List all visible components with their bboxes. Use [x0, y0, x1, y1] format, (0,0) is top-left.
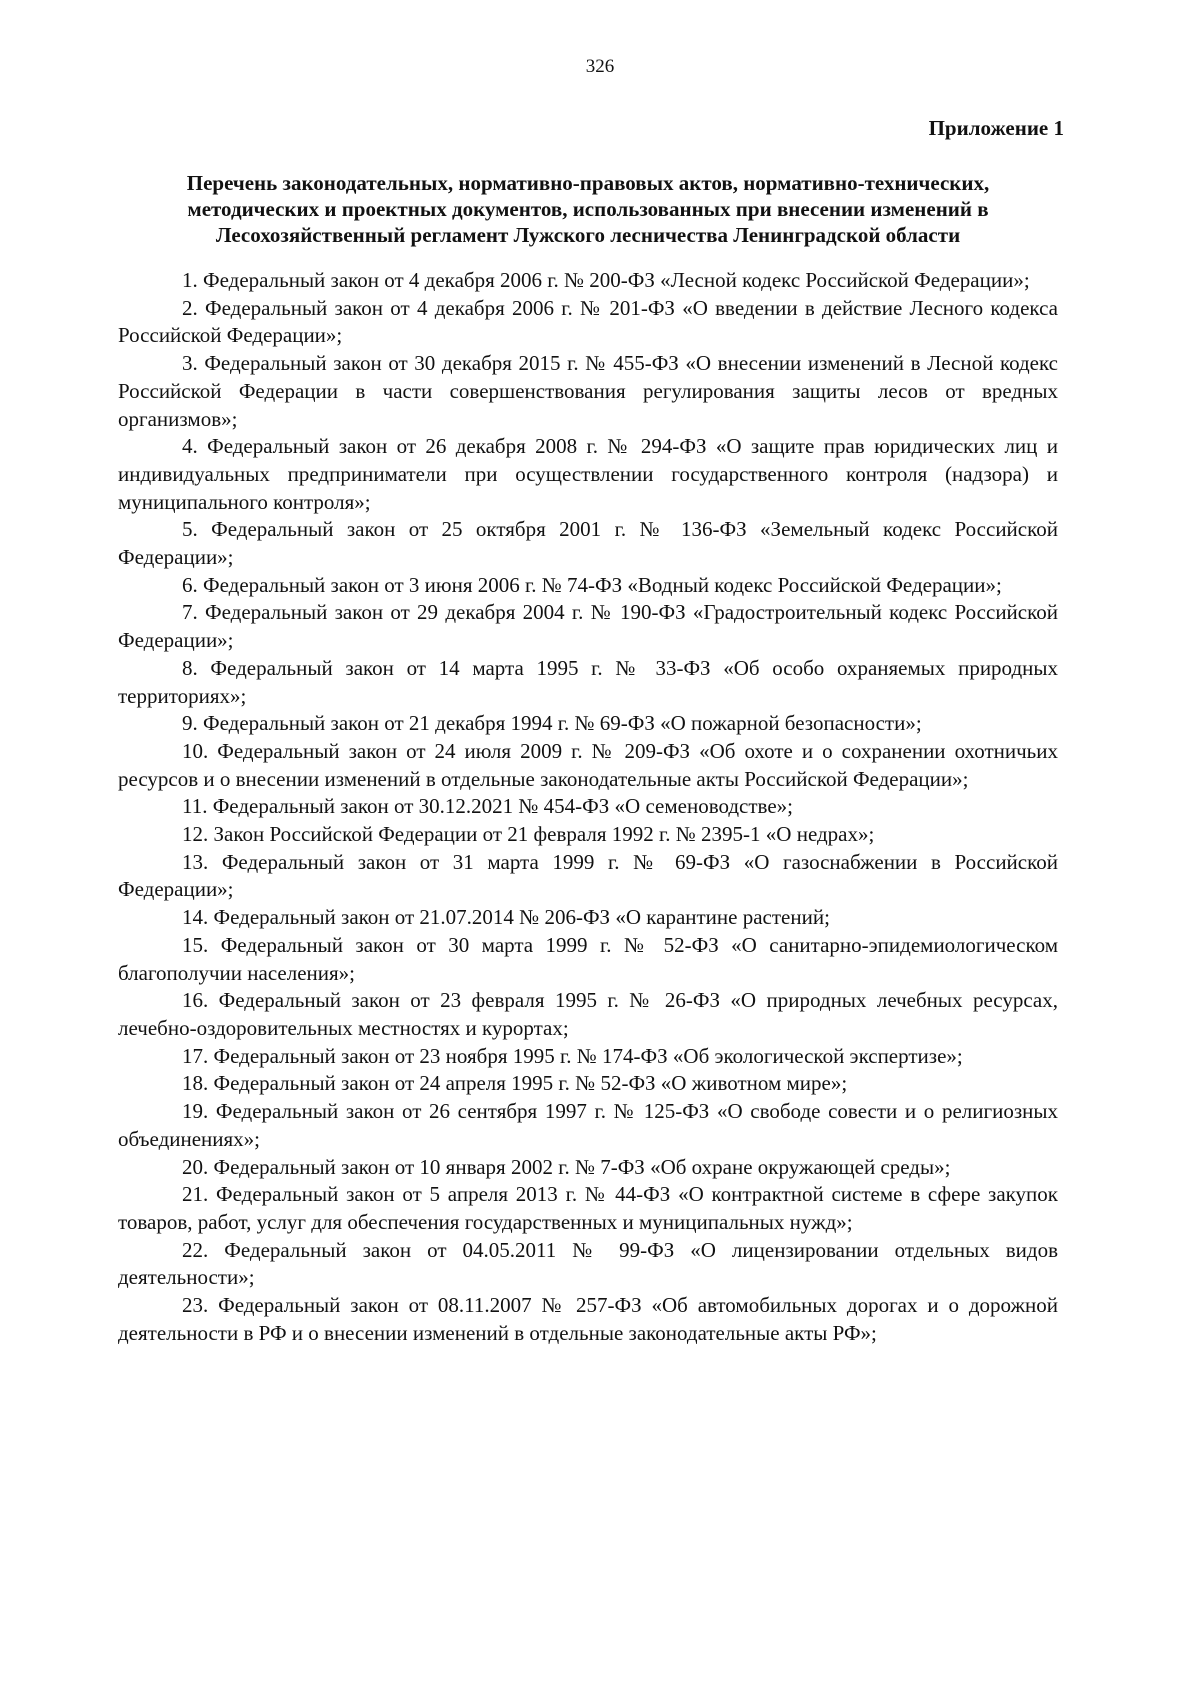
list-item: 22. Федеральный закон от 04.05.2011 № 99-ФЗ «О лицензировании отдельных видов деятельности»; [118, 1237, 1058, 1290]
list-item: 12. Закон Российской Федерации от 21 февраля 1992 г. № 2395-1 «О недрах»; [182, 822, 875, 847]
list-item: 23. Федеральный закон от 08.11.2007 № 257-ФЗ «Об автомобильных дорогах и о дорожной деятельности в РФ и о внесении изменений в отдельные законодательные акты РФ»; [118, 1293, 1058, 1345]
appendix-label: Приложение 1 [928, 116, 1064, 140]
list-item: 19. Федеральный закон от 26 сентября 1997 г. № 125-ФЗ «О свободе совести и о религиозных объединениях»; [118, 1099, 1058, 1151]
list-item: 11. Федеральный закон от 30.12.2021 № 454-ФЗ «О семеноводстве»; [182, 794, 793, 819]
list-item: 10. Федеральный закон от 24 июля 2009 г. № 209-ФЗ «Об охоте и о сохранении охотничьих ресурсов и о внесении изменений в отдельные законодательные акты Российской Федерации»; [118, 738, 1058, 791]
legal-acts-list [118, 267, 1058, 1347]
list-item: 17. Федеральный закон от 23 ноября 1995 г. № 174-ФЗ «Об экологической экспертизе»; [182, 1043, 963, 1068]
list-item: 9. Федеральный закон от 21 декабря 1994 г. № 69-ФЗ «О пожарной безопасности»; [182, 711, 922, 736]
title-line: Лесохозяйственный регламент Лужского лесничества Ленинградской области [215, 223, 961, 247]
list-item: 7. Федеральный закон от 29 декабря 2004 г. № 190-ФЗ «Градостроительный кодекс Российской Федерации»; [118, 600, 1058, 653]
title-line: методических и проектных документов, использованных при внесении изменений в [187, 197, 989, 221]
list-item: 3. Федеральный закон от 30 декабря 2015 г. № 455-ФЗ «О внесении изменений в Лесной кодекс Российской Федерации в части совершенствования регулирования защиты лесов от вредных организмов»; [118, 351, 1058, 431]
list-item: 16. Федеральный закон от 23 февраля 1995 г. № 26-ФЗ «О природных лечебных ресурсах, лечебно-оздоровительных местностях и курортах; [118, 988, 1058, 1040]
list-item: 2. Федеральный закон от 4 декабря 2006 г. № 201-ФЗ «О введении в действие Лесного кодекса Российской Федерации»; [118, 295, 1058, 348]
list-item: 8. Федеральный закон от 14 марта 1995 г. № 33-ФЗ «Об особо охраняемых природных территориях»; [118, 655, 1058, 708]
list-item: 14. Федеральный закон от 21.07.2014 № 206-ФЗ «О карантине растений; [182, 905, 830, 930]
list-item: 5. Федеральный закон от 25 октября 2001 г. № 136-ФЗ «Земельный кодекс Российской Федерации»; [118, 517, 1058, 570]
list-item: 1. Федеральный закон от 4 декабря 2006 г. № 200-ФЗ «Лесной кодекс Российской Федерации»; [182, 268, 1030, 292]
list-item: 6. Федеральный закон от 3 июня 2006 г. № 74-ФЗ «Водный кодекс Российской Федерации»; [182, 572, 1002, 597]
list-item: 18. Федеральный закон от 24 апреля 1995 г. № 52-ФЗ «О животном мире»; [182, 1071, 848, 1096]
list-item: 15. Федеральный закон от 30 марта 1999 г. № 52-ФЗ «О санитарно-эпидемиологическом благополучии населения»; [118, 932, 1058, 985]
list-item: 21. Федеральный закон от 5 апреля 2013 г. № 44-ФЗ «О контрактной системе в сфере закупок товаров, работ, услуг для обеспечения государственных и муниципальных нужд»; [118, 1182, 1058, 1234]
document-title [118, 170, 1058, 248]
page-number: 326 [585, 56, 615, 77]
list-item: 20. Федеральный закон от 10 января 2002 г. № 7-ФЗ «Об охране окружающей среды»; [182, 1154, 951, 1179]
list-item: 4. Федеральный закон от 26 декабря 2008 г. № 294-ФЗ «О защите прав юридических лиц и индивидуальных предприниматели при осуществлении государственного контроля (надзора) и муниципального контроля»; [118, 434, 1058, 514]
list-item: 13. Федеральный закон от 31 марта 1999 г. № 69-ФЗ «О газоснабжении в Российской Федерации»; [118, 849, 1058, 902]
title-line: Перечень законодательных, нормативно-правовых актов, нормативно-технических, [186, 171, 990, 195]
